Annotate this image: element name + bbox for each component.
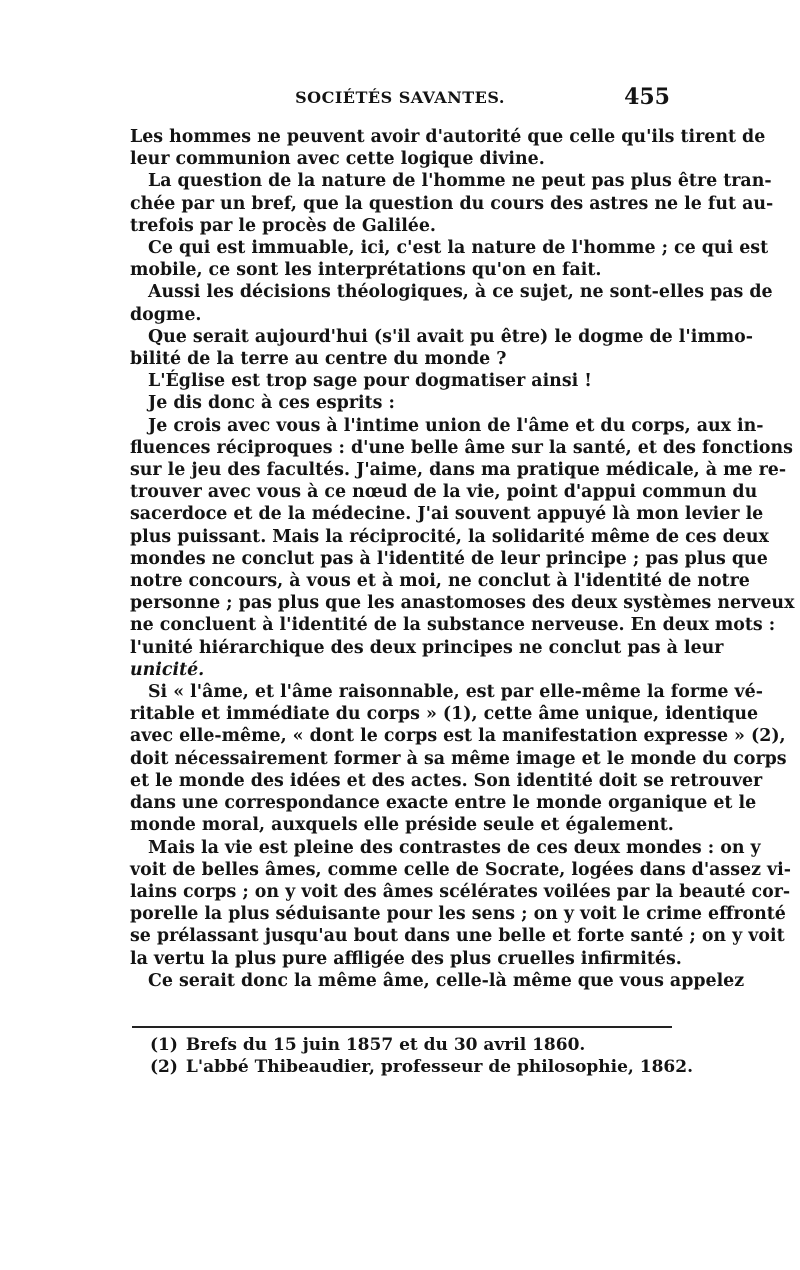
text-line: fluences réciproques : d'une belle âme sur la santé, et des fonctions: [130, 437, 793, 458]
text-line: monde moral, auxquels elle préside seule et également.: [130, 815, 674, 836]
text-line: porelle la plus séduisante pour les sens ; on y voit le crime effronté: [130, 904, 786, 925]
running-title: SOCIÉTÉS SAVANTES.: [295, 88, 505, 107]
text-line: trouver avec vous à ce nœud de la vie, point d'appui commun du: [130, 482, 758, 503]
text-line: La question de la nature de l'homme ne peut pas plus être tran-: [148, 171, 772, 192]
text-line: Si « l'âme, et l'âme raisonnable, est par elle-même la forme vé-: [148, 682, 763, 703]
footnotes: [150, 1034, 693, 1078]
text-line: personne ; pas plus que les anastomoses des deux systèmes nerveux: [130, 593, 795, 614]
text-line: Aussi les décisions théologiques, à ce sujet, ne sont-elles pas de: [148, 282, 773, 303]
footnote-item: [150, 1056, 693, 1078]
text-line: mobile, ce sont les interprétations qu'on en fait.: [130, 260, 602, 281]
text-line: Que serait aujourd'hui (s'il avait pu être) le dogme de l'immo-: [148, 326, 753, 347]
text-line: Ce qui est immuable, ici, c'est la nature de l'homme ; ce qui est: [148, 238, 769, 259]
text-line: voit de belles âmes, comme celle de Socrate, logées dans d'assez vi-: [130, 859, 791, 880]
text-line: doit nécessairement former à sa même image et le monde du corps: [130, 748, 787, 769]
footnote-number: (1): [150, 1035, 178, 1055]
text-line: Je crois avec vous à l'intime union de l'âme et du corps, aux in-: [148, 415, 764, 436]
text-line: l'unité hiérarchique des deux principes ne conclut pas à leur: [130, 637, 724, 658]
footnote-item: [150, 1034, 650, 1056]
text-line: Mais la vie est pleine des contrastes de ces deux mondes : on y: [148, 837, 761, 858]
text-line: ne concluent à l'identité de la substance nerveuse. En deux mots :: [130, 615, 776, 636]
page-header: [130, 84, 670, 118]
text-line: la vertu la plus pure affligée des plus cruelles infirmités.: [130, 948, 682, 969]
text-line: sur le jeu des facultés. J'aime, dans ma pratique médicale, à me re-: [130, 460, 787, 481]
footnote-text: Brefs du 15 juin 1857 et du 30 avril 1860.: [185, 1035, 586, 1055]
text-line: plus puissant. Mais la réciprocité, la solidarité même de ces deux: [130, 526, 769, 547]
text-line: dogme.: [130, 304, 202, 325]
page-number: 455: [624, 84, 670, 110]
footnote-text: L'abbé Thibeaudier, professeur de philosophie, 1862.: [185, 1057, 693, 1077]
text-line: se prélassant jusqu'au bout dans une belle et forte santé ; on y voit: [130, 926, 785, 947]
body-text: [130, 126, 795, 992]
text-line: mondes ne conclut pas à l'identité de leur principe ; pas plus que: [130, 548, 768, 569]
text-line: bilité de la terre au centre du monde ?: [130, 349, 507, 370]
text-line: Les hommes ne peuvent avoir d'autorité que celle qu'ils tirent de: [130, 127, 766, 147]
text-line: L'Église est trop sage pour dogmatiser ainsi !: [148, 371, 592, 392]
text-line: sacerdoce et de la médecine. J'ai souvent appuyé là mon levier le: [130, 504, 764, 525]
text-line: notre concours, à vous et à moi, ne conclut à l'identité de notre: [130, 571, 750, 592]
text-line: leur communion avec cette logique divine.: [130, 149, 545, 170]
text-line: unicité.: [130, 659, 205, 680]
text-line: lains corps ; on y voit des âmes scélérates voilées par la beauté cor-: [130, 881, 791, 902]
text-line: ritable et immédiate du corps » (1), cette âme unique, identique: [130, 704, 759, 725]
text-line: dans une correspondance exacte entre le monde organique et le: [130, 793, 757, 814]
text-line: Ce serait donc la même âme, celle-là même que vous appelez: [148, 970, 745, 991]
footnote-number: (2): [150, 1057, 178, 1077]
text-line: chée par un bref, que la question du cours des astres ne le fut au-: [130, 193, 774, 214]
footnote-divider: [132, 1026, 672, 1028]
text-line: Je dis donc à ces esprits :: [148, 393, 395, 414]
text-line: et le monde des idées et des actes. Son identité doit se retrouver: [130, 770, 763, 791]
text-line: avec elle-même, « dont le corps est la manifestation expresse » (2),: [130, 726, 786, 747]
text-line: trefois par le procès de Galilée.: [130, 215, 436, 236]
